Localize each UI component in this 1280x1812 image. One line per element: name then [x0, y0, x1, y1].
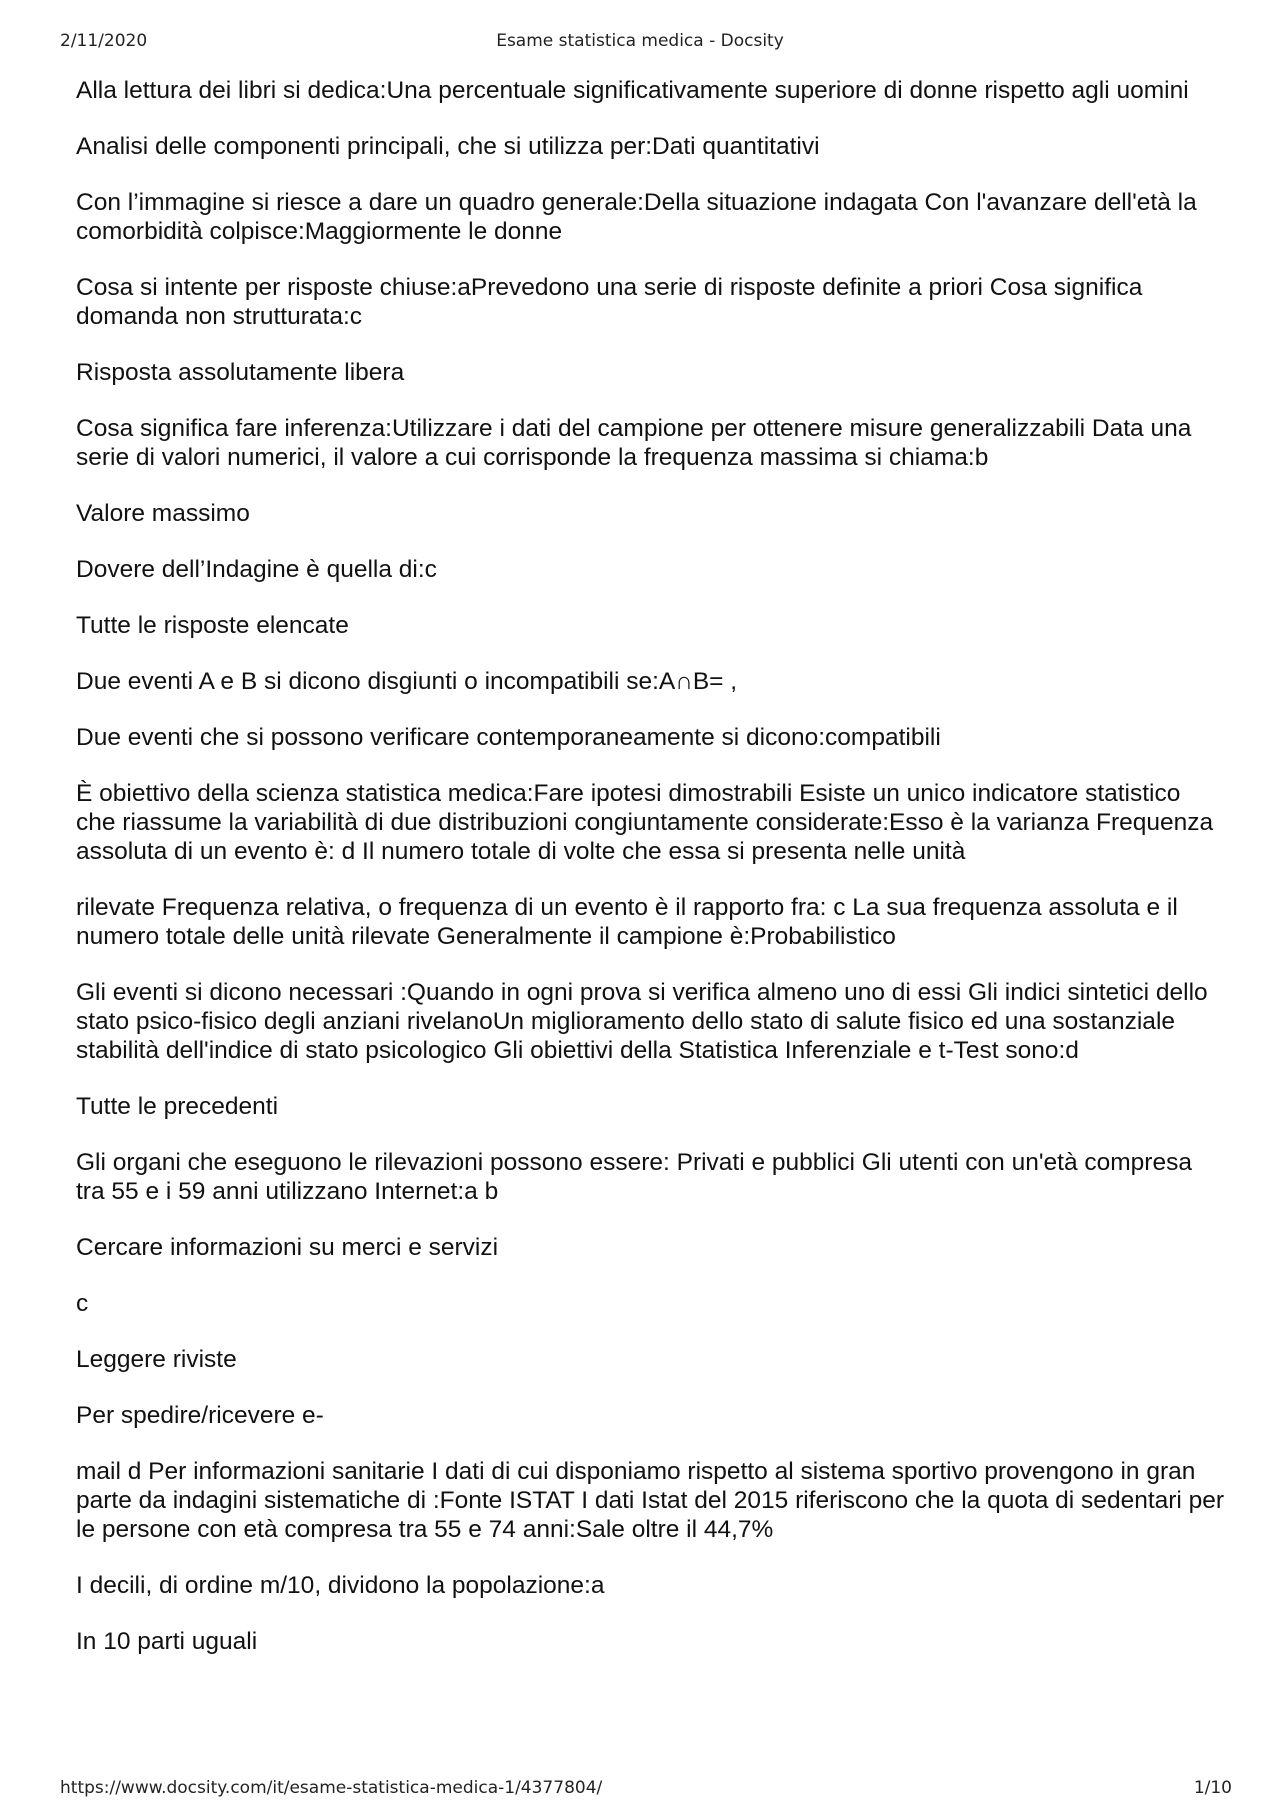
paragraph-19: Leggere riviste [76, 1346, 237, 1373]
print-header [0, 31, 1280, 55]
paragraph-8: Dovere dell’Indagine è quella di:c [76, 556, 437, 583]
print-footer [0, 1778, 1280, 1802]
paragraph-7: Valore massimo [76, 500, 250, 527]
paragraph-9: Tutte le risposte elencate [76, 612, 349, 639]
paragraph-23: In 10 parti uguali [76, 1628, 258, 1655]
paragraph-20: Per spedire/ricevere e- [76, 1402, 324, 1429]
paragraph-5: Risposta assolutamente libera [76, 359, 405, 386]
paragraph-11: Due eventi che si possono verificare contemporaneamente si dicono:compatibili [76, 724, 941, 751]
paragraph-22: I decili, di ordine m/10, dividono la popolazione:a [76, 1572, 605, 1599]
paragraph-21: mail d Per informazioni sanitarie I dati di cui disponiamo rispetto al sistema sportivo provengono in gran parte da indagini sistematiche di :Fonte ISTAT I dati Istat del 2015 riferiscono che la quota di sedentari per le persone con età compresa tra 55 e 74 anni:Sale oltre il 44,7% [76, 1458, 1225, 1543]
paragraph-2: Analisi delle componenti principali, che si utilizza per:Dati quantitativi [76, 133, 820, 160]
paragraph-17: Cercare informazioni su merci e servizi [76, 1234, 499, 1261]
paragraph-14: Gli eventi si dicono necessari :Quando in ogni prova si verifica almeno uno di essi Gli indici sintetici dello stato psico-fisico degli anziani rivelanoUn miglioramento dello stato di salute fisico ed una sostanziale stabilità dell'indice di stato psicologico Gli obiettivi della Statistica Inferenziale e t-Test sono:d [76, 979, 1208, 1064]
paragraph-16: Gli organi che eseguono le rilevazioni possono essere: Privati e pubblici Gli utenti con un'età compresa tra 55 e i 59 anni utilizzano Internet:a b [76, 1149, 1192, 1205]
paragraph-18: c [76, 1290, 89, 1317]
print-date: 2/11/2020 [60, 31, 148, 51]
paragraph-3: Con l’immagine si riesce a dare un quadro generale:Della situazione indagata Con l'avanzare dell'età la comorbidità colpisce:Maggiormente le donne [76, 189, 1197, 245]
paragraph-15: Tutte le precedenti [76, 1093, 279, 1120]
paragraph-6: Cosa significa fare inferenza:Utilizzare i dati del campione per ottenere misure generalizzabili Data una serie di valori numerici, il valore a cui corrisponde la frequenza massima si chiama:b [76, 415, 1192, 471]
paragraph-4: Cosa si intente per risposte chiuse:aPrevedono una serie di risposte definite a priori Cosa significa domanda non strutturata:c [76, 274, 1143, 330]
document-title: Esame statistica medica - Docsity [496, 31, 784, 51]
paragraph-10: Due eventi A e B si dicono disgiunti o incompatibili se:A∩B= , [76, 668, 738, 695]
page-number: 1/10 [1193, 1778, 1232, 1798]
document-body [76, 76, 1226, 1683]
paragraph-12: È obiettivo della scienza statistica medica:Fare ipotesi dimostrabili Esiste un unico indicatore statistico che riassume la variabilità di due distribuzioni congiuntamente considerate:Esso è la varianza Frequenza assoluta di un evento è: d Il numero totale di volte che essa si presenta nelle unità [76, 780, 1214, 865]
paragraph-1: Alla lettura dei libri si dedica:Una percentuale significativamente superiore di donne rispetto agli uomini [76, 77, 1189, 104]
paragraph-13: rilevate Frequenza relativa, o frequenza di un evento è il rapporto fra: c La sua frequenza assoluta e il numero totale delle unità rilevate Generalmente il campione è:Probabilistico [76, 894, 1178, 950]
source-url: https://www.docsity.com/it/esame-statistica-medica-1/4377804/ [60, 1778, 603, 1798]
